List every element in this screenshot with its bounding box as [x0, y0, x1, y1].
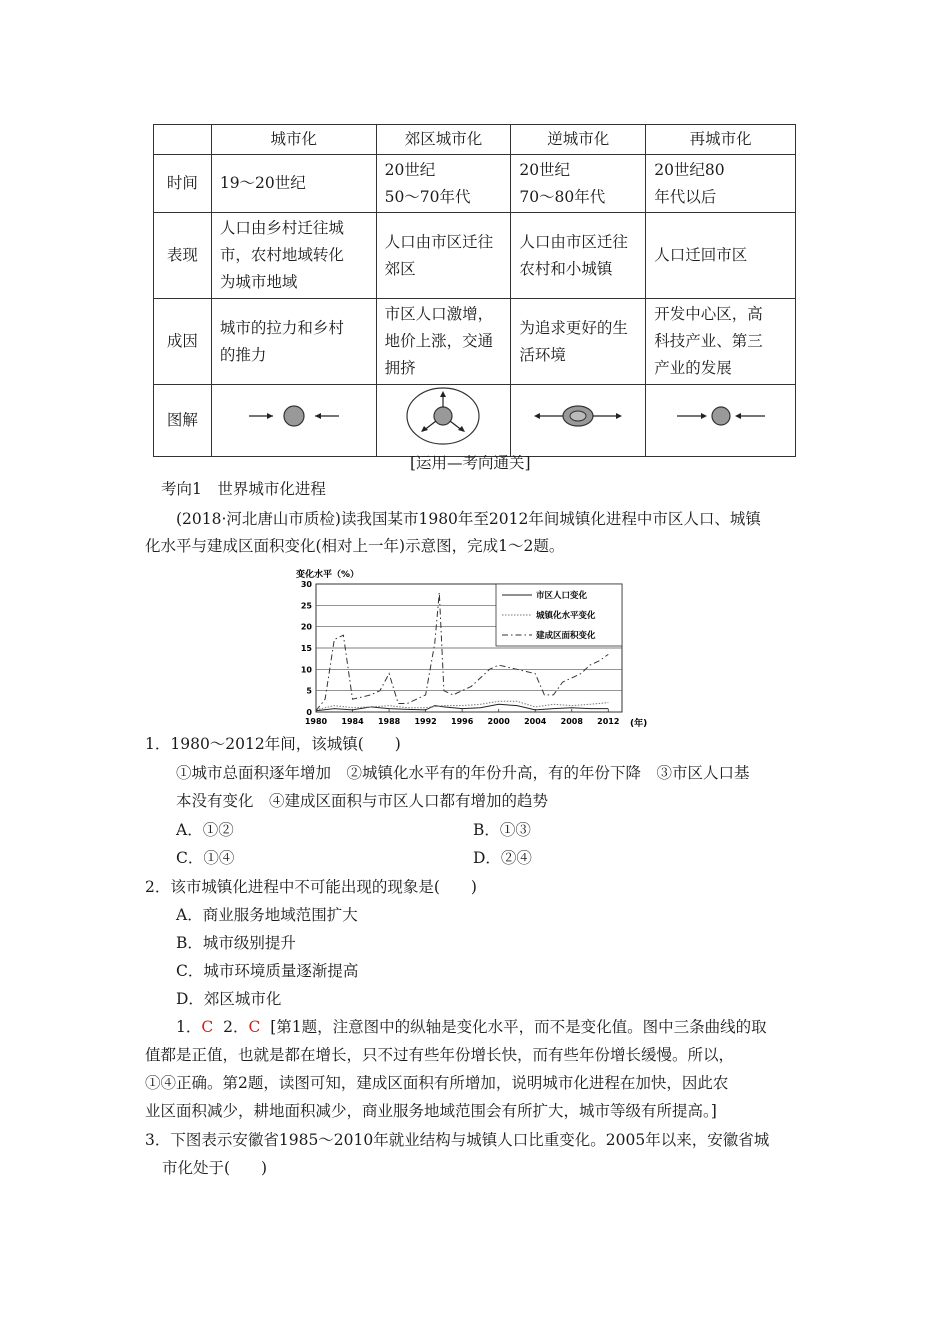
row-label: 成因	[154, 299, 212, 385]
answer-letter: C	[201, 1018, 214, 1036]
table-cell: 人口由市区迁往 郊区	[376, 213, 511, 299]
answer-line	[176, 1016, 767, 1038]
table-row	[154, 213, 796, 299]
intro-line: (2018·河北唐山市质检)读我国某市1980年至2012年间城镇化进程中市区人口、城镇	[176, 510, 761, 528]
urbanization-line-chart	[290, 566, 660, 736]
table-header-cell	[154, 125, 212, 155]
table-cell: 人口迁回市区	[646, 213, 796, 299]
diagram-cell	[211, 385, 376, 457]
table-cell: 20世纪 70～80年代	[511, 155, 646, 213]
x-tick-label: 2000	[487, 717, 510, 726]
row-label: 图解	[154, 385, 212, 457]
counter-urbanization-diagram	[528, 396, 628, 436]
choice-b: B．城市级别提升	[176, 934, 296, 952]
table-header-cell: 郊区城市化	[376, 125, 511, 155]
row-label: 时间	[154, 155, 212, 213]
y-tick-label: 5	[306, 686, 312, 696]
table-cell: 为追求更好的生 活环境	[511, 299, 646, 385]
y-tick-label: 30	[300, 580, 312, 589]
question-2-stem: 2．该市城镇化进程中不可能出现的现象是( )	[145, 878, 477, 896]
table-header-cell: 逆城市化	[511, 125, 646, 155]
answer-explanation: [第1题，注意图中的纵轴是变化水平，而不是变化值。图中三条曲线的取	[270, 1018, 767, 1036]
y-tick-label: 25	[300, 601, 312, 611]
question-1-stem: 1．1980～2012年间，该城镇( )	[145, 735, 401, 753]
y-tick-label: 20	[300, 622, 312, 632]
urbanization-stages-table	[153, 124, 796, 457]
table-row	[154, 155, 796, 213]
choice-d: D．郊区城市化	[176, 990, 282, 1008]
legend-label: 市区人口变化	[536, 591, 588, 601]
kaoxiang-heading: 考向1 世界城市化进程	[161, 480, 326, 498]
x-tick-label: 2008	[560, 717, 583, 726]
intro-line: 化水平与建成区面积变化(相对上一年)示意图，完成1～2题。	[145, 537, 565, 555]
table-header-cell: 再城市化	[646, 125, 796, 155]
question-3-stem: 3．下图表示安徽省1985～2010年就业结构与城镇人口比重变化。2005年以来，安徽省城	[145, 1131, 770, 1149]
table-cell: 19～20世纪	[211, 155, 376, 213]
table-cell: 20世纪 50～70年代	[376, 155, 511, 213]
x-axis-label: (年)	[630, 719, 648, 729]
row-label: 表现	[154, 213, 212, 299]
choice-b: B．①③	[473, 821, 531, 839]
y-axis-label: 变化水平（%）	[296, 570, 360, 580]
table-cell: 人口由市区迁往 农村和小城镇	[511, 213, 646, 299]
x-tick-label: 1980	[304, 717, 328, 726]
x-tick-label: 2004	[524, 717, 547, 726]
answer-number: 1．	[176, 1018, 202, 1036]
table-cell: 城市的拉力和乡村 的推力	[211, 299, 376, 385]
diagram-cell	[511, 385, 646, 457]
section-title: [运用—考向通关]	[410, 454, 531, 472]
reurbanization-diagram	[671, 396, 771, 436]
answer-explanation: 业区面积减少，耕地面积减少，商业服务地域范围会有所扩大，城市等级有所提高。]	[145, 1102, 717, 1120]
question-1-option-line: 本没有变化 ④建成区面积与市区人口都有增加的趋势	[176, 792, 549, 810]
urbanization-diagram	[239, 396, 349, 436]
choice-c: C．①④	[176, 849, 235, 867]
y-tick-label: 10	[300, 665, 312, 675]
table-cell: 人口由乡村迁往城 市，农村地域转化 为城市地域	[211, 213, 376, 299]
table-header-cell: 城市化	[211, 125, 376, 155]
answer-number: 2．	[223, 1018, 249, 1036]
x-tick-label: 1988	[377, 717, 401, 726]
table-cell: 开发中心区，高 科技产业、第三 产业的发展	[646, 299, 796, 385]
answer-explanation: 值都是正值，也就是都在增长，只不过有些年份增长快，而有些年份增长缓慢。所以，	[145, 1046, 735, 1064]
legend-label: 建成区面积变化	[536, 631, 596, 641]
x-tick-label: 1992	[414, 717, 437, 726]
x-tick-label: 1984	[341, 717, 364, 726]
question-1-option-line: ①城市总面积逐年增加 ②城镇化水平有的年份升高，有的年份下降 ③市区人口基	[176, 764, 750, 782]
table-row	[154, 385, 796, 457]
diagram-cell	[646, 385, 796, 457]
answer-letter: C	[248, 1018, 261, 1036]
table-header-row	[154, 125, 796, 155]
x-tick-label: 1996	[451, 717, 474, 726]
suburbanization-diagram	[403, 385, 483, 447]
legend-label: 城镇化水平变化	[536, 611, 596, 621]
choice-c: C．城市环境质量逐渐提高	[176, 962, 359, 980]
y-tick-label: 0	[306, 708, 312, 717]
diagram-cell	[376, 385, 511, 457]
table-cell: 市区人口激增， 地价上涨，交通 拥挤	[376, 299, 511, 385]
choice-d: D．②④	[473, 849, 532, 867]
y-tick-label: 15	[300, 644, 312, 653]
x-tick-label: 2012	[597, 717, 620, 726]
question-3-stem: 市化处于( )	[162, 1159, 268, 1177]
choice-a: A．①②	[176, 821, 234, 839]
table-cell: 20世纪80 年代以后	[646, 155, 796, 213]
table-row	[154, 299, 796, 385]
choice-a: A．商业服务地域范围扩大	[176, 906, 358, 924]
answer-explanation: ①④正确。第2题，读图可知，建成区面积有所增加，说明城市化进程在加快，因此农	[145, 1074, 729, 1092]
